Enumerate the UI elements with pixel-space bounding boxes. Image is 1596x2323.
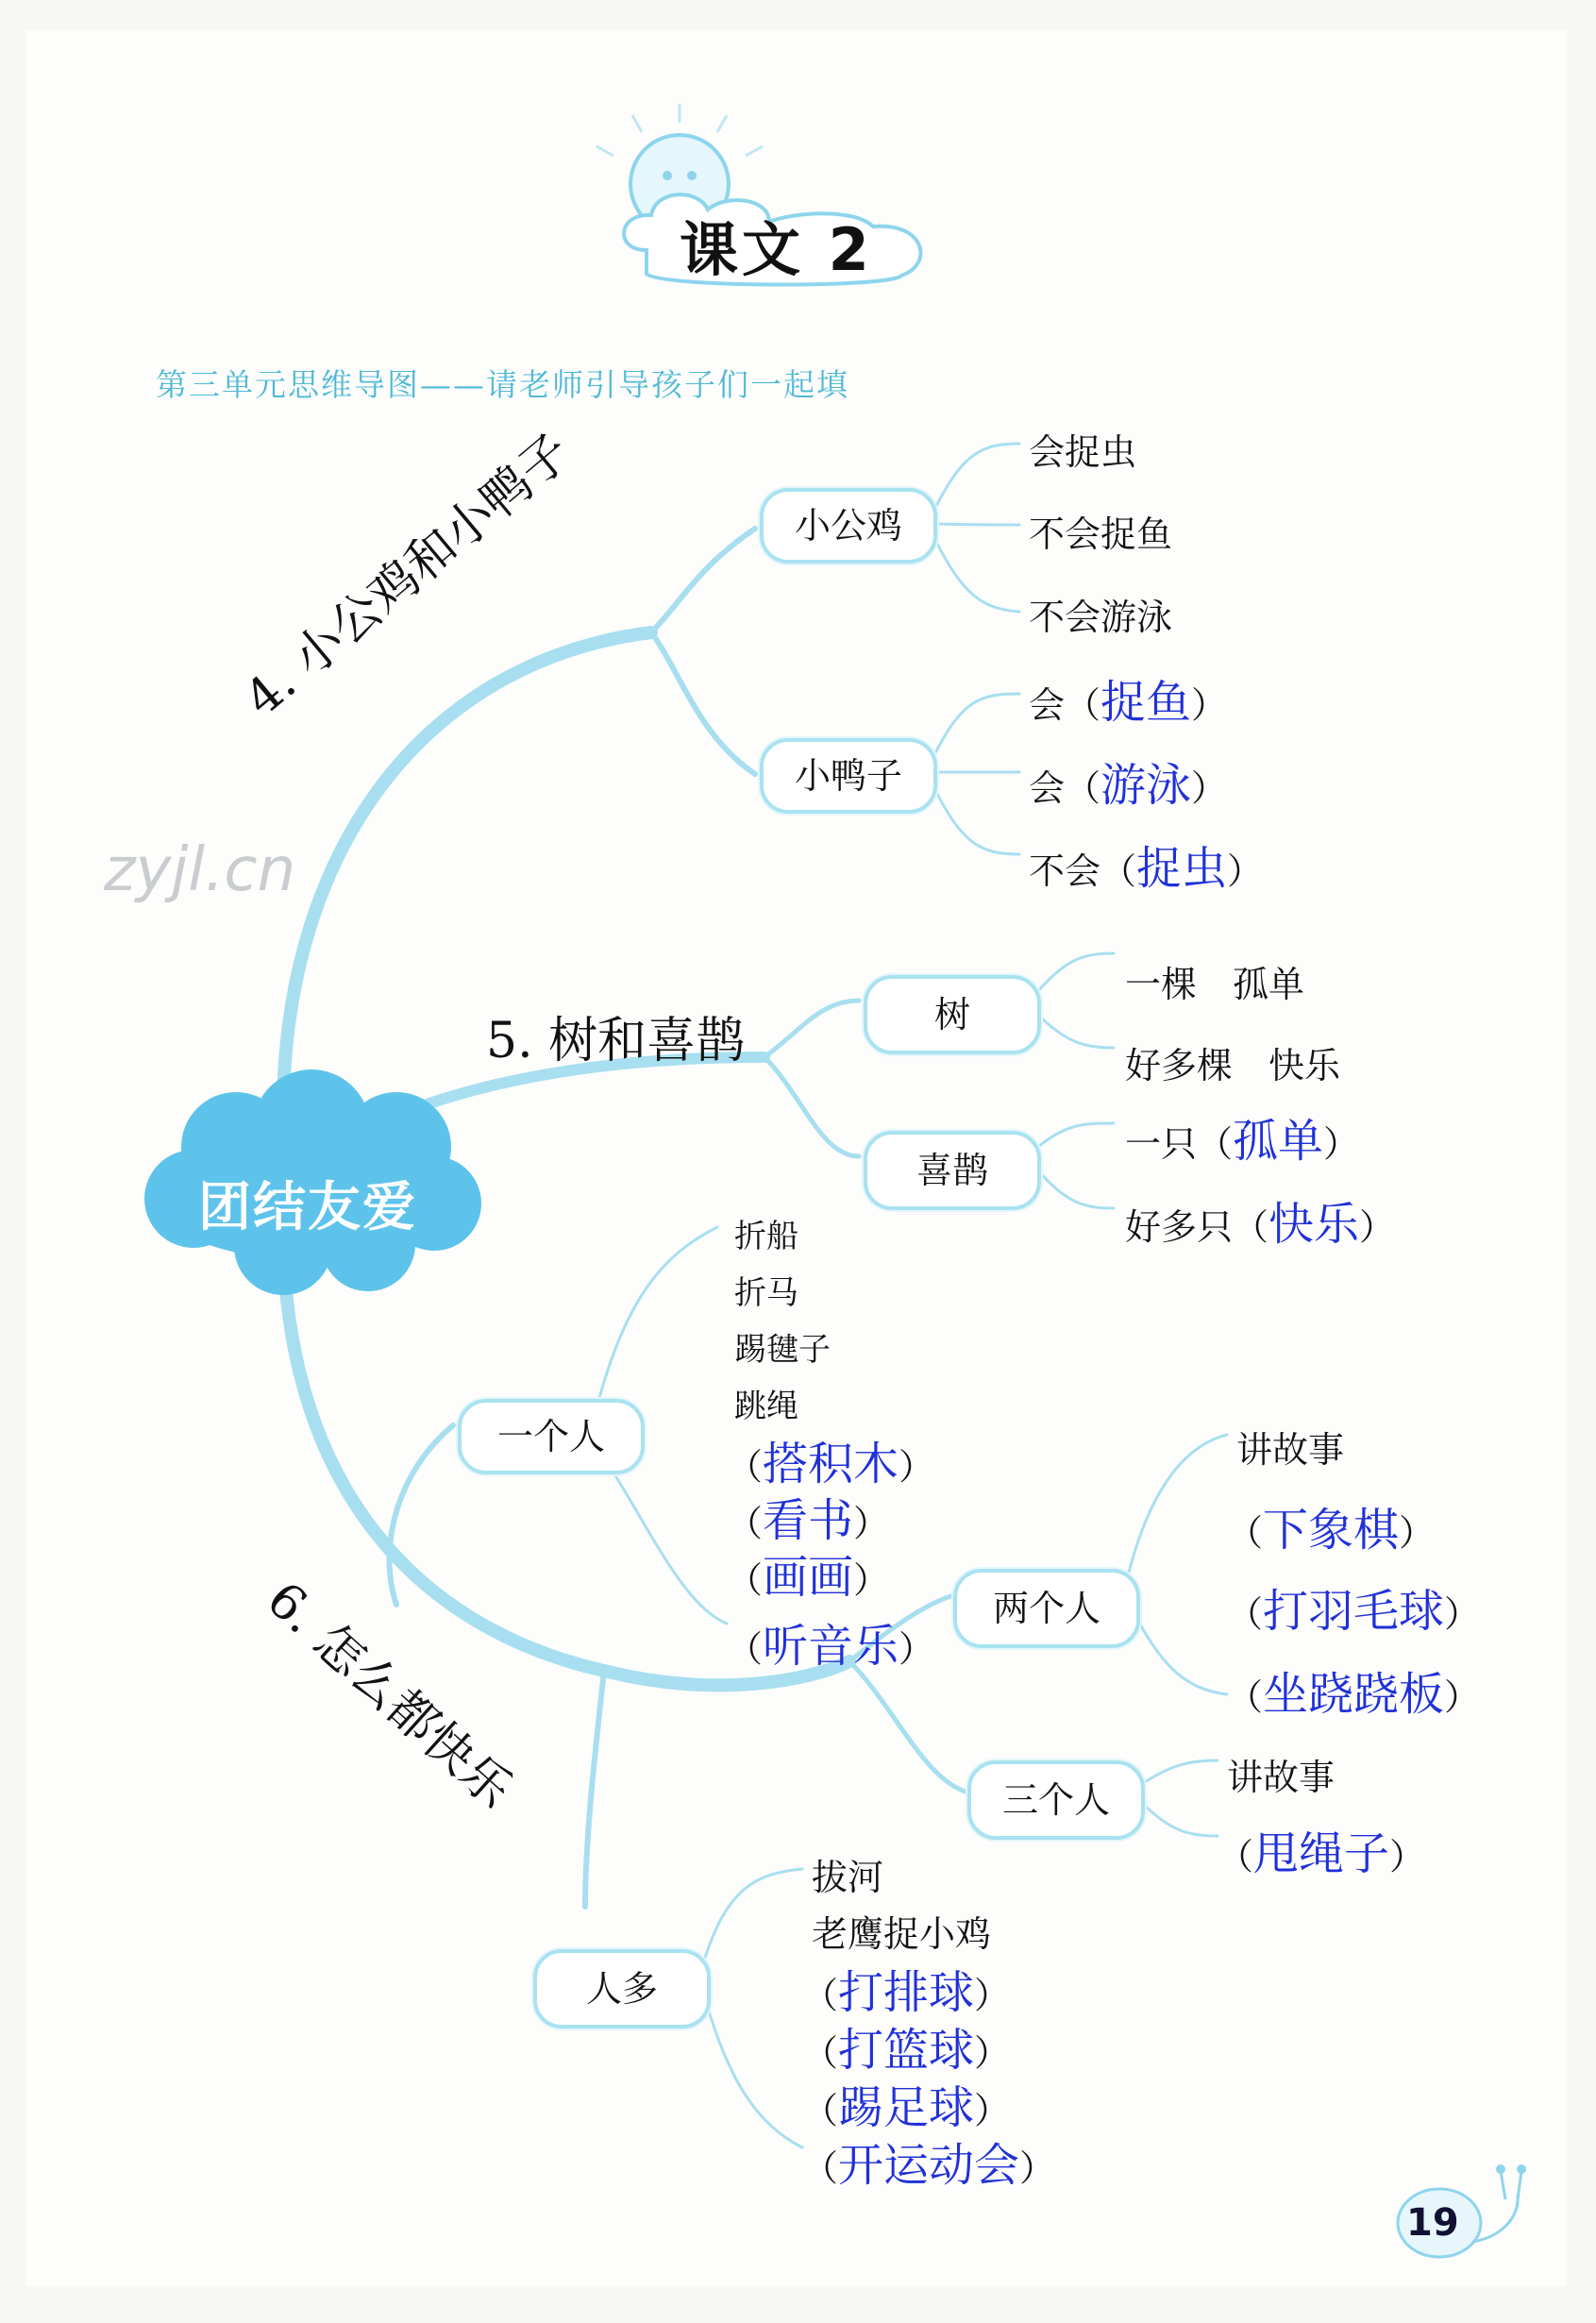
one-person-answer	[727, 1540, 889, 1606]
answer: 快乐	[1268, 1198, 1360, 1251]
bracket-prefix: 一只（	[1125, 1123, 1234, 1165]
bracket-open: （	[802, 2090, 839, 2131]
bracket-open: （	[1227, 1593, 1264, 1635]
subtitle: 第三单元思维导图——请老师引导孩子们一起填	[156, 366, 849, 403]
answer: 听音乐	[763, 1620, 899, 1673]
many-persons-answer	[802, 2071, 1010, 2136]
bracket-close: ）	[974, 2090, 1011, 2131]
many-persons-answer	[802, 1956, 1010, 2021]
center-node-label: 团结友爱	[198, 1177, 417, 1238]
branch-4-label: 4. 小公鸡和小鸭子	[234, 423, 582, 728]
rooster-item: 会捉虫	[1029, 431, 1137, 473]
node-magpie-label: 喜鹊	[916, 1150, 988, 1191]
many-persons-answer	[802, 2129, 1055, 2194]
page-number: 19	[1406, 2201, 1459, 2245]
bracket-close: ）	[1444, 1676, 1481, 1718]
duckling-item	[1029, 749, 1227, 814]
bracket-open: （	[1227, 1676, 1264, 1718]
node-rooster-label: 小公鸡	[794, 505, 902, 547]
magpie-item	[1125, 1187, 1395, 1253]
bracket-close: ）	[974, 1975, 1011, 2016]
branch-5-label: 5. 树和喜鹊	[486, 1013, 746, 1069]
one-person-answer	[727, 1609, 934, 1675]
two-persons-answer	[1227, 1493, 1435, 1558]
node-duckling-label: 小鸭子	[794, 755, 902, 797]
bracket-open: （	[1218, 1836, 1254, 1877]
answer: 坐跷跷板	[1263, 1668, 1445, 1721]
magpie-item	[1125, 1104, 1359, 1170]
duckling-item	[1029, 665, 1227, 731]
tree-item: 好多棵 快乐	[1125, 1045, 1341, 1086]
node-one-person-label: 一个人	[496, 1416, 605, 1457]
bracket-open: （	[727, 1503, 764, 1544]
duckling-item	[1029, 832, 1263, 897]
node-many-persons	[533, 1949, 711, 2028]
rooster-item: 不会捉鱼	[1029, 513, 1173, 555]
one-person-item: 折船	[734, 1218, 798, 1255]
branch-6-label: 6. 怎么都快乐	[256, 1571, 523, 1820]
node-two-persons-label: 两个人	[992, 1588, 1100, 1629]
bracket-close: ）	[1359, 1206, 1396, 1248]
one-person-item: 折马	[734, 1274, 798, 1312]
many-persons-item: 拔河	[812, 1857, 884, 1898]
bracket-open: （	[727, 1446, 764, 1488]
node-tree	[864, 975, 1041, 1054]
bracket-open: （	[727, 1628, 764, 1670]
bracket-close: ）	[1389, 1836, 1426, 1877]
many-persons-item: 老鹰捉小鸡	[812, 1913, 992, 1955]
bracket-close: ）	[899, 1628, 935, 1670]
bracket-prefix: 不会（	[1029, 850, 1137, 892]
bracket-close: ）	[853, 1503, 890, 1544]
bracket-close: ）	[899, 1446, 935, 1488]
bracket-open: （	[1227, 1512, 1264, 1554]
one-person-answer	[727, 1427, 934, 1492]
bracket-close: ）	[1323, 1123, 1360, 1165]
node-magpie	[864, 1131, 1041, 1210]
bracket-close: ）	[1399, 1512, 1436, 1554]
watermark: zyjl.cn	[104, 835, 296, 905]
bracket-close: ）	[974, 2032, 1011, 2074]
answer: 踢足球	[838, 2081, 975, 2134]
answer: 打篮球	[838, 2024, 975, 2077]
answer: 下象棋	[1263, 1504, 1400, 1557]
bracket-open: （	[802, 1975, 839, 2016]
node-tree-label: 树	[933, 994, 970, 1035]
bracket-prefix: 会（	[1029, 767, 1101, 809]
node-three-persons-label: 三个人	[1001, 1779, 1110, 1821]
one-person-item: 踢毽子	[734, 1331, 831, 1369]
three-persons-answer	[1218, 1817, 1425, 1882]
bracket-open: （	[802, 2147, 839, 2189]
bracket-close: ）	[1191, 767, 1228, 809]
bracket-close: ）	[1227, 850, 1264, 892]
bracket-close: ）	[1191, 684, 1228, 726]
two-persons-answer	[1227, 1574, 1480, 1640]
bracket-close: ）	[1444, 1593, 1481, 1635]
node-many-persons-label: 人多	[585, 1968, 658, 2010]
node-three-persons	[967, 1760, 1145, 1840]
answer: 游泳	[1100, 759, 1192, 812]
node-one-person	[458, 1399, 645, 1474]
one-person-answer	[727, 1484, 889, 1549]
bracket-prefix: 会（	[1029, 684, 1101, 726]
answer: 打羽毛球	[1263, 1585, 1445, 1638]
answer: 画画	[763, 1551, 854, 1604]
bracket-open: （	[802, 2032, 839, 2074]
answer: 搭积木	[763, 1438, 899, 1490]
answer: 甩绳子	[1253, 1827, 1390, 1880]
bracket-open: （	[727, 1559, 764, 1601]
tree-item: 一棵 孤单	[1125, 964, 1305, 1005]
answer: 捉鱼	[1100, 676, 1192, 729]
answer: 孤单	[1233, 1115, 1324, 1168]
answer: 打排球	[838, 1966, 975, 2019]
two-persons-item: 讲故事	[1236, 1429, 1345, 1471]
three-persons-item: 讲故事	[1227, 1757, 1336, 1798]
answer: 看书	[763, 1494, 854, 1547]
answer: 捉虫	[1136, 842, 1228, 895]
one-person-item: 跳绳	[734, 1388, 798, 1425]
node-rooster	[760, 488, 937, 564]
node-two-persons	[953, 1569, 1140, 1648]
bracket-close: ）	[853, 1559, 890, 1601]
rooster-item: 不会游泳	[1029, 597, 1173, 638]
node-duckling	[760, 738, 937, 814]
page-title: 课文 2	[680, 215, 873, 284]
answer: 开运动会	[838, 2139, 1020, 2192]
bracket-close: ）	[1019, 2147, 1056, 2189]
many-persons-answer	[802, 2013, 1010, 2079]
two-persons-answer	[1227, 1658, 1480, 1723]
bracket-prefix: 好多只（	[1125, 1206, 1269, 1248]
